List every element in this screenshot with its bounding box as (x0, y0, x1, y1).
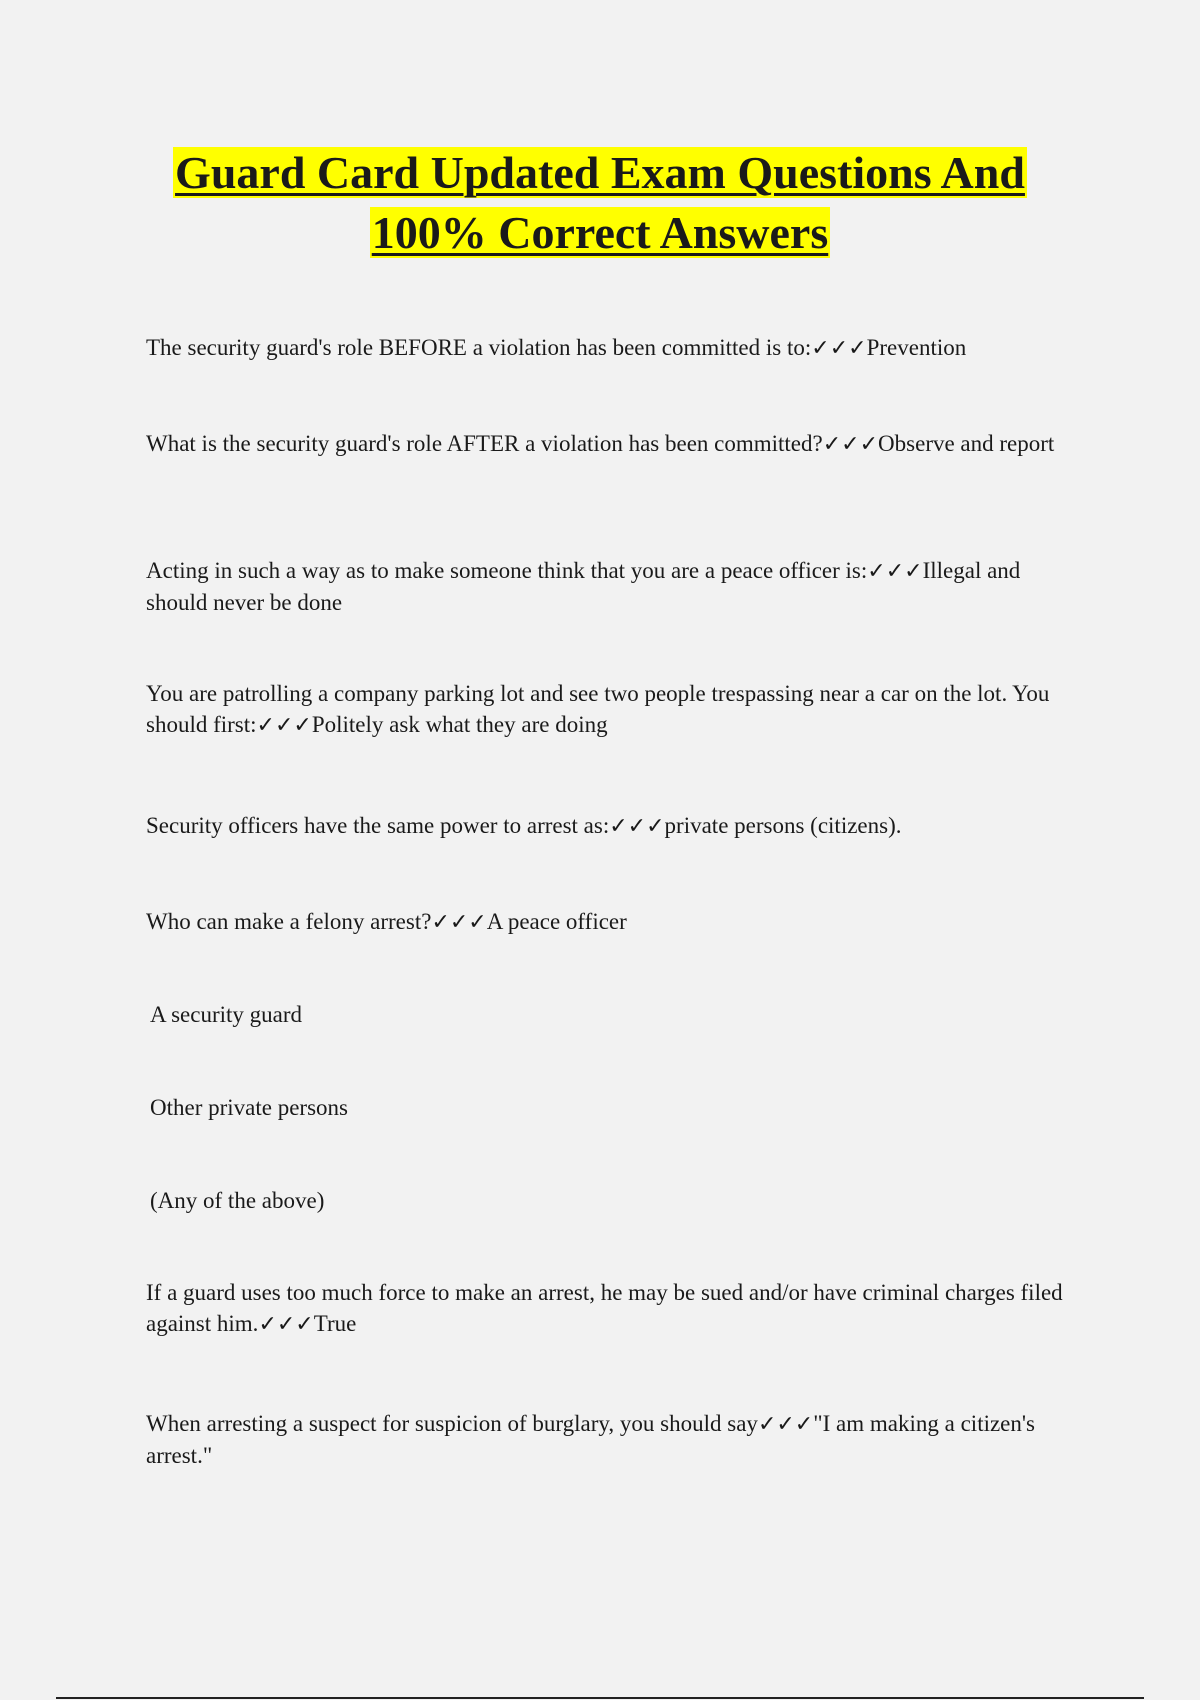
check-marks-icon: ✓✓✓ (867, 559, 923, 584)
qa-item-6 (146, 906, 1066, 938)
answer-text: private persons (citizens). (664, 813, 902, 838)
option-item-3: (Any of the above) (150, 1188, 325, 1213)
check-marks-icon: ✓✓✓ (256, 713, 312, 738)
check-marks-icon: ✓✓✓ (609, 814, 665, 839)
option-item-1: A security guard (150, 1002, 303, 1027)
qa-item-3 (146, 555, 1066, 618)
answer-text: Illegal and should never be done (146, 558, 1021, 615)
title-line-1: Guard Card Updated Exam Questions And (175, 147, 1025, 198)
answer-text: True (313, 1311, 357, 1336)
question-text: Who can make a felony arrest? (146, 909, 432, 934)
question-text: When arresting a suspect for suspicion of burglary, you should say (146, 1411, 758, 1436)
question-text: What is the security guard's role AFTER a violation has been committed? (146, 431, 823, 456)
option-item-2: Other private persons (150, 1095, 348, 1120)
check-marks-icon: ✓✓✓ (811, 336, 867, 361)
document-title (140, 143, 1060, 263)
check-marks-icon: ✓✓✓ (431, 910, 487, 935)
answer-text: Observe and report (878, 431, 1055, 456)
check-marks-icon: ✓✓✓ (822, 432, 879, 457)
question-text: The security guard's role BEFORE a violation has been committed is to: (146, 335, 812, 360)
check-marks-icon: ✓✓✓ (258, 1312, 314, 1337)
question-text: Acting in such a way as to make someone think that you are a peace officer is: (146, 558, 868, 583)
answer-text: Politely ask what they are doing (311, 712, 608, 737)
answer-text: Prevention (866, 335, 967, 360)
question-text: If a guard uses too much force to make an arrest, he may be sued and/or have criminal charges filed against him. (146, 1280, 1063, 1336)
qa-item-5 (146, 810, 1066, 842)
question-text: Security officers have the same power to arrest as: (146, 813, 610, 838)
footer-divider (56, 1697, 1144, 1699)
answer-text: "I am making a citizen's arrest." (146, 1411, 1035, 1468)
title-line-2: 100% Correct Answers (371, 207, 829, 258)
check-marks-icon: ✓✓✓ (757, 1412, 814, 1437)
answer-text: A peace officer (486, 909, 627, 934)
qa-item-8 (146, 1408, 1066, 1471)
question-text: You are patrolling a company parking lot and see two people trespassing near a car on the lot. You should first: (146, 681, 1050, 737)
qa-item-2 (146, 428, 1066, 460)
qa-item-1 (146, 332, 1066, 364)
qa-item-4 (146, 678, 1066, 741)
qa-item-7 (146, 1277, 1066, 1340)
